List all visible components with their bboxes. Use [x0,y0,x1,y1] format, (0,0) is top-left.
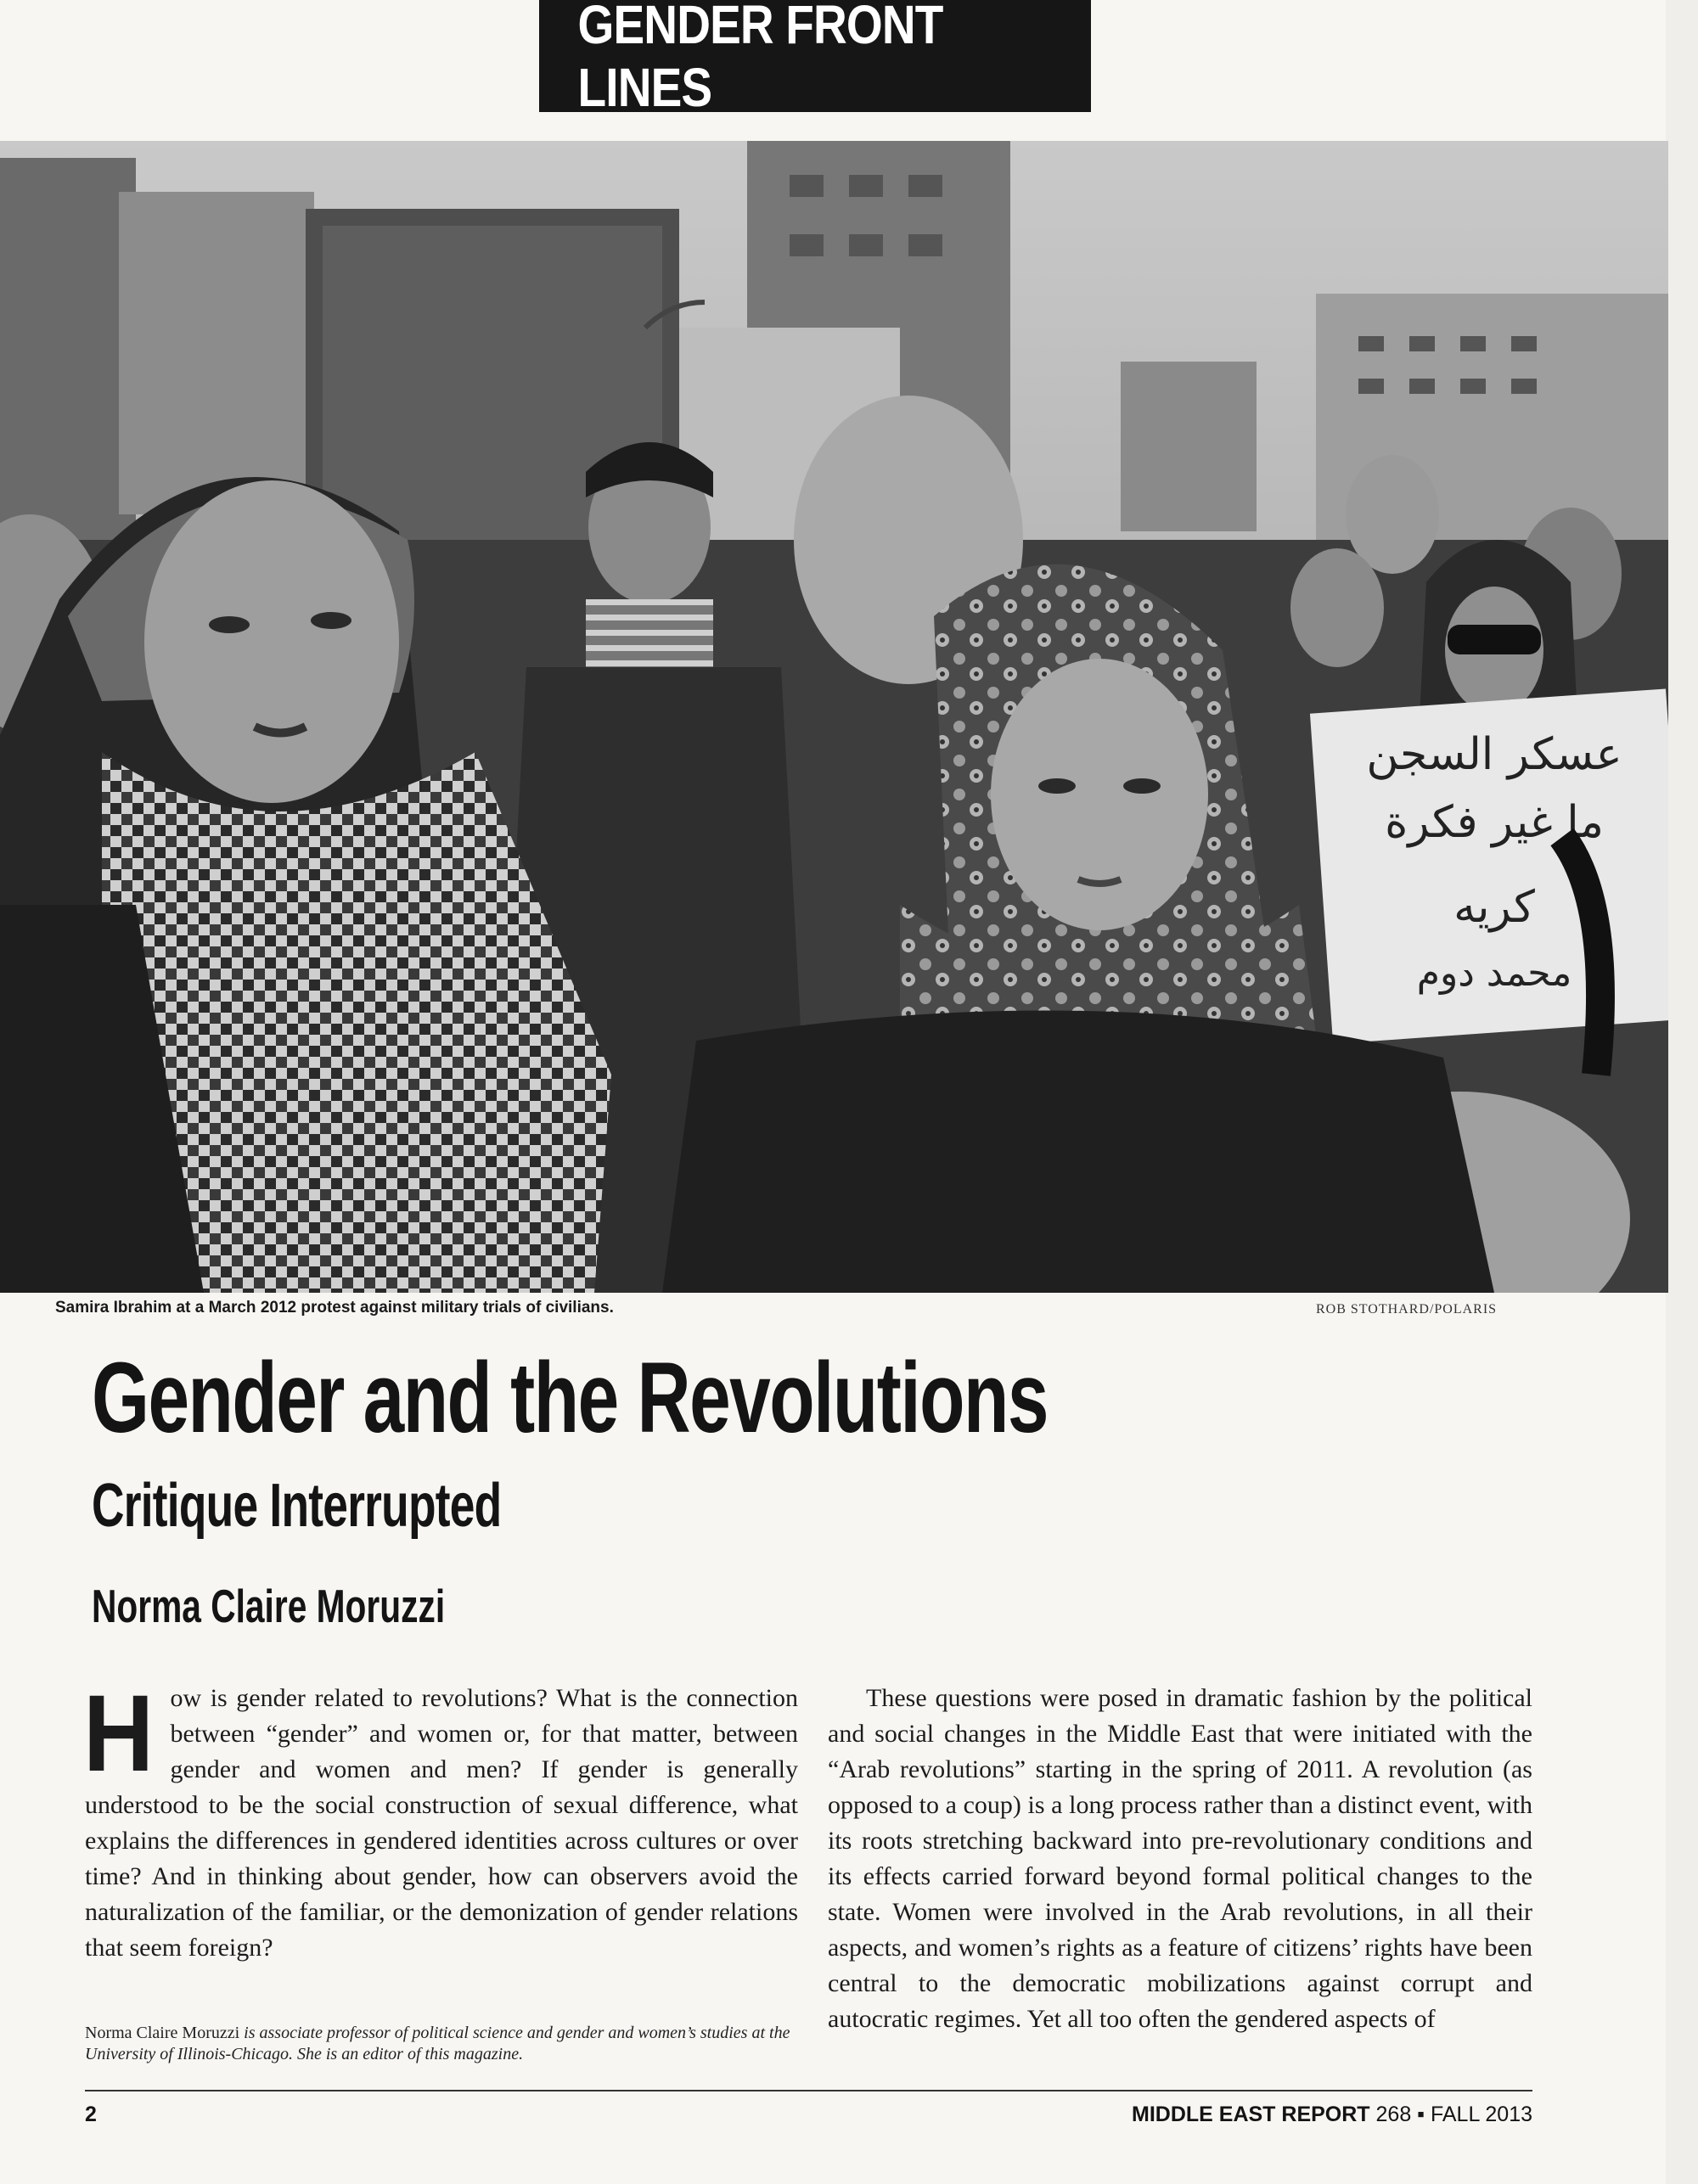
sign-line-2: ما غير فكرة [1385,797,1604,848]
footer-rule [85,2090,1532,2091]
article-subtitle: Critique Interrupted [92,1472,502,1540]
author-bio [85,2023,798,2065]
protest-photo-illustration [0,141,1668,1293]
sign-line-3: كريه [1453,882,1535,933]
sign-line-1: عسكر السجن [1366,729,1622,780]
sign-line-4: محمد دوم [1416,952,1572,995]
journal-footer [1132,2103,1532,2127]
journal-issue: 268 ▪ FALL 2013 [1369,2103,1532,2126]
paragraph-2: These questions were posed in dramatic fashion by the political and social changes in the Middle East that were initiated with the “Arab revolutions” starting in the spring of 2011. A revolution (as opposed to a coup) is a long process rather than a distinct event, with its roots stretching backward into pre-revolutionary conditions and its effects carried forward beyond formal political changes to the state. Women were involved in the Arab revolutions, in all their aspects, and women’s rights as a feature of citizens’ rights have been central to the democratic mobilizations against corrupt and autocratic regimes. Yet all too often the gendered aspects of [828,1684,1532,2033]
page-edge [1666,0,1698,2184]
bio-text: is associate professor of political science and gender and women’s studies at the University of Illinois-Chicago. She is an editor of this magazine. [85,2024,790,2063]
body-column-left [83,1673,798,1966]
section-banner-text: GENDER FRONT LINES [577,0,943,118]
body-column-right [828,1681,1532,2037]
bio-name: Norma Claire Moruzzi [85,2024,240,2042]
protest-photo [0,141,1668,1293]
paragraph-1: ow is gender related to revolutions? What is the connection between “gender” and women or, for that matter, between gender and women and men? If gender is generally understood to be the social construction of sexual difference, what explains the differences in gendered identities across cultures or over time? And in thinking about gender, how can observers avoid the naturalization of the familiar, or the demonization of gender relations that seem foreign? [85,1684,798,1962]
article-author: Norma Claire Moruzzi [92,1580,446,1632]
dropcap: H [83,1673,155,1794]
page-number: 2 [85,2103,97,2126]
article-title: Gender and the Revolutions [92,1342,1048,1454]
photo-credit: ROB STOTHARD/POLARIS [1316,1302,1498,1317]
journal-name: MIDDLE EAST REPORT [1132,2103,1370,2126]
photo-caption: Samira Ibrahim at a March 2012 protest against military trials of civilians. [55,1299,614,1317]
section-banner [539,0,1091,118]
